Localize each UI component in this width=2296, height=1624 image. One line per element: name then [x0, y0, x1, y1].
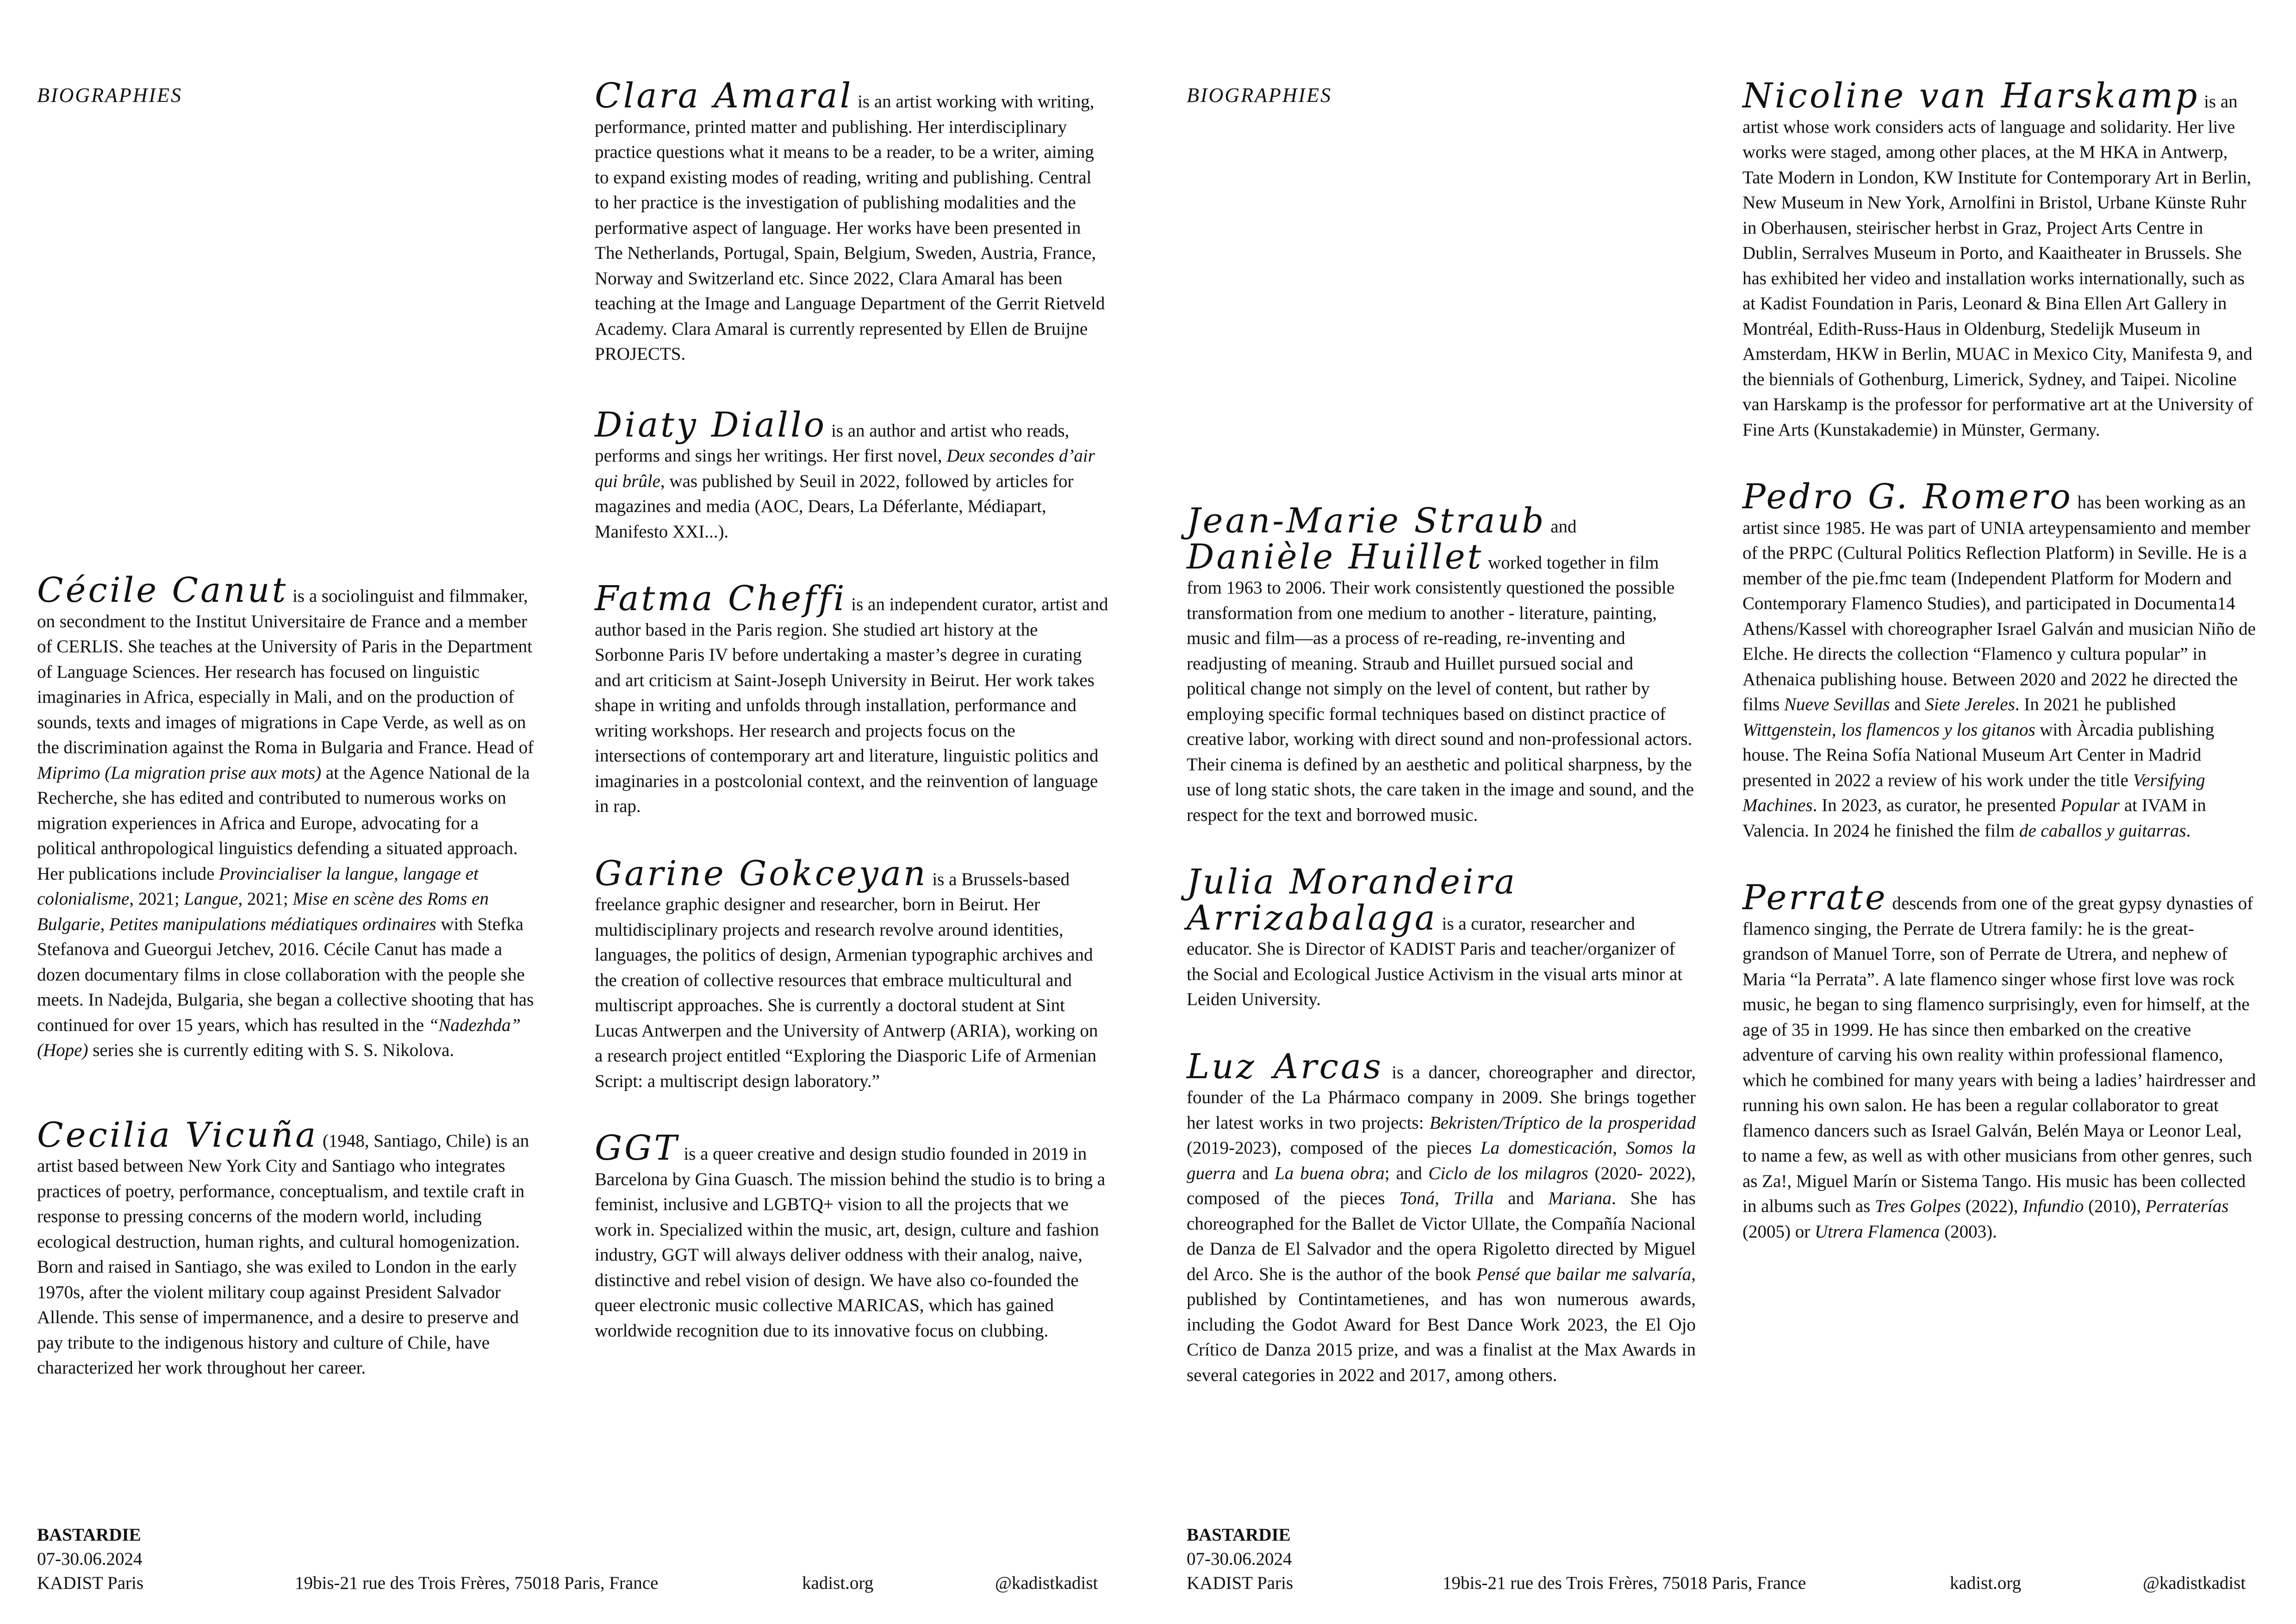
bio-text: worked together in film from 1963 to 2006. Their work consistently questioned the possible transformation from one medium to another - literature, painting, music and film—as a process of re-reading, re-inventing and readjusting of meaning. Straub and Huillet pursued social and political change not simply on the level of content, but rather by employing specific formal techniques based on distinct practice of creative labor, working with direct sound and non-professional actors. Their cinema is defined by an aesthetic and political sharpness, by the use of long static shots, the care taken in the image and sound, and the respect for the text and borrowed music.	[1187, 552, 1694, 825]
bio-text: and	[1890, 694, 1925, 714]
bio-text: , published by Contintametienes, and has won numerous awards, including the Godot Award for Best Dance Work 2023, the El Ojo Crítico de Danza 2015 prize, and was a finalist at the Max Awards in several categories in 2022 and 2017, among others.	[1187, 1264, 1696, 1385]
bio-title-italic: Tres Golpes	[1874, 1196, 1961, 1216]
bio-luz-arcas	[1187, 1046, 1696, 1388]
bio-clara-amaral	[595, 76, 1108, 367]
bio-perrate	[1742, 878, 2256, 1244]
bio-title-italic: Somos la guerra	[1187, 1138, 1696, 1183]
bio-text: , 2021;	[129, 889, 184, 909]
bio-text: is a curator, researcher and educator. She is Director of KADIST Paris and teacher/organizer of the Social and Ecological Justice Activism in the visual arts minor at Leiden University.	[1187, 913, 1683, 1009]
bio-title-italic: Langue	[184, 889, 238, 909]
footer-info	[1187, 1523, 1293, 1595]
footer-dates: 07-30.06.2024	[1187, 1549, 1292, 1569]
bio-title-italic: de caballos y guitarras	[2019, 820, 2186, 841]
bio-text: is an artist working with writing, performance, printed matter and publishing. Her interdisciplinary practice questions what it means to be a reader, to be a writer, aiming to expand existing modes of reading, writing and publishing. Central to her practice is the investigation of publishing modalities and the performative aspect of language. Her works have been presented in The Netherlands, Portugal, Spain, Belgium, Sweden, Austria, France, Norway and Switzerland etc. Since 2022, Clara Amaral has been teaching at the Image and Language Department of the Gerrit Rietveld Academy. Clara Amaral is currently represented by Ellen de Bruijne PROJECTS.	[595, 92, 1105, 364]
bio-title-italic: Mise en scène des Roms en Bulgarie, Petites manipulations médiatiques ordinaires	[37, 889, 489, 934]
bio-name: GGT	[595, 1128, 679, 1168]
bio-ggt	[595, 1128, 1108, 1343]
footer-handle[interactable]: @kadistkadist	[995, 1573, 1098, 1593]
bio-name: Perrate	[1742, 878, 1888, 918]
bio-text: has been working as an artist since 1985. He was part of UNIA arteypensamiento and member of the PRPC (Cultural Politics Reflection Platform) in Seville. He is a member of the pie.fmc team (Independent Platform for Modern and Contemporary Flamenco Studies), and participated in Documenta14 Athens/Kassel with choreographer Israel Galván and musician Niño de Elche. He directs the collection “Flamenco y cultura popular” in Athenaica publishing house. Between 2020 and 2022 he directed the films	[1742, 493, 2256, 714]
bio-text: (2005) or	[1742, 1221, 1815, 1242]
bio-text: and	[1236, 1163, 1275, 1183]
footer-address: 19bis-21 rue des Trois Frères, 75018 Paris, France	[1443, 1573, 1806, 1593]
footer-venue: KADIST Paris	[37, 1573, 144, 1593]
bio-text: is a sociolinguist and filmmaker, on secondment to the Institut Universitaire de France and a member of CERLIS. She teaches at the University of Paris in the Department of Language Sciences. Her research has focused on linguistic imaginaries in Africa, especially in Mali, and on the production of sounds, texts and images of migrations in Cape Verde, as well as on the discrimination against the Roma in Bulgaria and France. Head of	[37, 586, 534, 757]
bio-name: Garine Gokceyan	[595, 853, 928, 893]
bio-title-italic: “Nadezhda” (Hope)	[37, 1015, 521, 1060]
bio-text: at the Agence National de la Recherche, she has edited and contributed to numerous works on migration experiences in Africa and Europe, advocating for a political anthropological linguistics defending a situated approach. Her publications include	[37, 762, 530, 884]
bio-title-italic: Siete Jereles	[1925, 694, 2015, 714]
bio-diaty-diallo	[595, 405, 1108, 545]
bio-text: (1948, Santiago, Chile) is an artist based between New York City and Santiago who integrates practices of poetry, performance, conceptualism, and textile craft in response to pressing concerns of the modern world, including ecological destruction, human rights, and cultural homogenization. Born and raised in Santiago, she was exiled to London in the early 1970s, after the violent military coup against President Salvador Allende. This sense of impermanence, and a desire to preserve and pay tribute to the indigenous history and culture of Chile, have characterized her work throughout her career.	[37, 1131, 529, 1378]
bio-name: Fatma Cheffi	[595, 579, 847, 618]
bio-text: at IVAM in Valencia. In 2024 he finished the film	[1742, 795, 2206, 841]
bio-title-italic: Pensé que bailar me salvaría	[1476, 1264, 1692, 1284]
bio-text: is a Brussels-based freelance graphic designer and researcher, born in Beirut. Her multidisciplinary projects and research revolve around identities, languages, the politics of design, Armenian typographic archives and the creation of collective resources that embrace multicultural and multiscript approaches. She is currently a doctoral student at Sint Lucas Antwerpen and the University of Antwerp (ARIA), working on a research project entitled “Exploring the Diasporic Life of Armenian Script: a multiscript design laboratory.”	[595, 869, 1098, 1091]
bio-cecile-canut	[37, 570, 541, 1063]
bio-column	[595, 76, 1108, 1343]
bio-garine-gokceyan	[595, 853, 1108, 1094]
right-page	[1148, 0, 2296, 1624]
footer-handle[interactable]: @kadistkadist	[2143, 1573, 2246, 1593]
bio-straub-huillet	[1187, 501, 1696, 828]
bio-title-italic: Wittgenstein, los flamencos y los gitanos	[1742, 719, 2035, 740]
bio-text: and	[1493, 1188, 1549, 1208]
bio-title-italic: Nueve Sevillas	[1784, 694, 1890, 714]
bio-text: (2020- 2022), composed of the pieces	[1187, 1163, 1696, 1208]
bio-text: ; and	[1384, 1163, 1429, 1183]
bio-nicoline-van-harskamp	[1742, 76, 2256, 443]
bio-column	[1187, 501, 1696, 1388]
bio-name-connector: and	[1546, 517, 1577, 537]
bio-title-italic: La domesticación	[1480, 1138, 1613, 1158]
bio-text: (2003).	[1940, 1221, 1997, 1242]
bio-text: (2022),	[1960, 1196, 2023, 1216]
bio-title-italic: La buena obra	[1275, 1163, 1385, 1183]
bio-text: . In 2021 he published	[2015, 694, 2176, 714]
bio-name: Jean-Marie Straub	[1187, 501, 1546, 541]
bio-title-italic: Perraterías	[2145, 1196, 2229, 1216]
bio-text: .	[2186, 820, 2191, 841]
bio-text: is an author and artist who reads, performs and sings her writings. Her first novel,	[595, 420, 1070, 466]
bio-text: . In 2023, as curator, he presented	[1812, 795, 2061, 815]
bio-text: (2019-2023), composed of the pieces	[1187, 1138, 1481, 1158]
bio-title-italic: Miprimo (La migration prise aux mots)	[37, 762, 322, 783]
bio-text: , 2021;	[238, 889, 293, 909]
section-label: BIOGRAPHIES	[37, 84, 183, 106]
bio-title-italic: Ciclo de los milagros	[1428, 1163, 1588, 1183]
footer-event: BASTARDIE	[37, 1525, 141, 1545]
bio-title-italic: Provincialiser la langue, langage et colonialisme	[37, 863, 479, 909]
bio-text: is an artist whose work considers acts of language and solidarity. Her live works were staged, among other places, at the M HKA in Antwerp, Tate Modern in London, KW Institute for Contemporary Art in Berlin, New Museum in New York, Arnolfini in Bristol, Urbane Künste Ruhr in Oberhausen, steirischer herbst in Graz, Project Arts Centre in Dublin, Serralves Museum in Porto, and Kaaitheater in Brussels. She has exhibited her video and installation works internationally, such as at Kadist Foundation in Paris, Leonard & Bina Ellen Art Gallery in Montréal, Edith-Russ-Haus in Oldenburg, Stedelijk Museum in Amsterdam, HKW in Berlin, MUAC in Mexico City, Manifesta 9, and the biennials of Gothenburg, Limerick, Sydney, and Taipei. Nicoline van Harskamp is the professor for performative art at the University of Fine Arts (Kunstakademie) in Münster, Germany.	[1742, 92, 2253, 440]
bio-text: with Àrcadia publishing house. The Reina Sofía National Museum Art Center in Madrid presented in 2022 a review of his work under the title	[1742, 719, 2215, 790]
bio-title-italic: Toná, Trilla	[1399, 1188, 1494, 1208]
bio-name: Nicoline van Harskamp	[1742, 76, 2200, 116]
footer-venue: KADIST Paris	[1187, 1573, 1294, 1593]
bio-fatma-cheffi	[595, 581, 1108, 819]
bio-text: descends from one of the great gypsy dynasties of flamenco singing, the Perrate de Utrera family: he is the great-grandson of Manuel Torre, son of Perrate de Utrera, and nephew of Maria “la Perrata”. A late flamenco singer whose first love was rock music, he began to sing flamenco surprisingly, even for himself, at the age of 35 in 1999. He has since then embarked on the creative adventure of carving his own reality within professional flamenco, which he combined for many years with being a ladies’ hairdresser and running his own salon. He has been a regular collaborator to great flamenco dancers such as Israel Galván, Belén Maya or Leonor Leal, to name a few, as well as with other musicians from other genres, such as Za!, Miguel Marín or Sistema Tango. His music has been collected in albums such as	[1742, 893, 2256, 1216]
bio-text: (2010),	[2084, 1196, 2146, 1216]
bio-column	[1742, 76, 2256, 1244]
bio-name: Julia Morandeira Arrizabalaga	[1187, 862, 1518, 938]
bio-name: Danièle Huillet	[1187, 537, 1484, 577]
bio-title-italic: Utrera Flamenca	[1814, 1221, 1940, 1242]
footer-dates: 07-30.06.2024	[37, 1549, 143, 1569]
bio-name: Cecilia Vicuña	[37, 1115, 318, 1155]
bio-text: is a dancer, choreographer and director, founder of the La Phármaco company in 2009. She brings together her latest works in two projects:	[1187, 1062, 1696, 1133]
bio-title-italic: Bekristen/Tríptico de la prosperidad	[1429, 1112, 1696, 1133]
footer-address: 19bis-21 rue des Trois Frères, 75018 Paris, France	[295, 1573, 659, 1593]
bio-name: Cécile Canut	[37, 570, 288, 610]
bio-pedro-g-romero	[1742, 477, 2256, 843]
bio-name: Pedro G. Romero	[1742, 477, 2073, 517]
bio-name: Diaty Diallo	[595, 405, 827, 445]
section-label: BIOGRAPHIES	[1187, 84, 1332, 106]
bio-title-italic: Popular	[2060, 795, 2120, 815]
footer-event: BASTARDIE	[1187, 1525, 1291, 1545]
bio-title-italic: Deux secondes d’air qui brûle	[595, 446, 1095, 491]
bio-text: with Stefka Stefanova and Gueorgui Jetchev, 2016. Cécile Canut has made a dozen documentary films in close collaboration with the people she meets. In Nadejda, Bulgaria, she began a collective shooting that has continued for over 15 years, which has resulted in the	[37, 914, 534, 1035]
bio-title-italic: Infundio	[2022, 1196, 2084, 1216]
bio-name: Luz Arcas	[1187, 1046, 1384, 1087]
bio-text: is an independent curator, artist and author based in the Paris region. She studied art history at the Sorbonne Paris IV before undertaking a master’s degree in curating and art criticism at Saint-Joseph University in Beirut. Her work takes shape in writing and unfolds through installation, performance and writing workshops. Her research and projects focus on the intersections of contemporary art and literature, linguistic politics and imaginaries in a postcolonial context, and the reinvention of language in rap.	[595, 594, 1108, 816]
footer-website[interactable]: kadist.org	[802, 1573, 874, 1593]
footer-info	[37, 1523, 143, 1595]
bio-text: is a queer creative and design studio founded in 2019 in Barcelona by Gina Guasch. The mission behind the studio is to bring a feminist, inclusive and LGBTQ+ vision to all the projects that we work in. Specialized within the music, art, design, culture and fashion industry, GGT will always deliver oddness with their analog, naive, distinctive and rebel vision of design. We have also co-founded the queer electronic music collective MARICAS, which has gained worldwide recognition due to its innovative focus on clubbing.	[595, 1144, 1106, 1341]
bio-title-italic: Versifying Machines	[1742, 770, 2205, 815]
bio-name: Clara Amaral	[595, 76, 853, 116]
bio-text: ,	[1612, 1138, 1626, 1158]
bio-title-italic: Mariana	[1548, 1188, 1612, 1208]
bio-text: , was published by Seuil in 2022, followed by articles for magazines and media (AOC, Dears, La Déferlante, Médiapart, Manifesto XXI...).	[595, 471, 1074, 542]
bio-text: series she is currently editing with S. S. Nikolova.	[88, 1040, 454, 1060]
bio-column	[37, 570, 541, 1381]
footer-website[interactable]: kadist.org	[1950, 1573, 2022, 1593]
bio-julia-morandeira	[1187, 862, 1696, 1012]
bio-text: . She has choreographed for the Ballet de Victor Ullate, the Compañía Nacional de Danza de El Salvador and the opera Rigoletto directed by Miguel del Arco. She is the author of the book	[1187, 1188, 1696, 1284]
bio-cecilia-vicuna	[37, 1115, 541, 1381]
